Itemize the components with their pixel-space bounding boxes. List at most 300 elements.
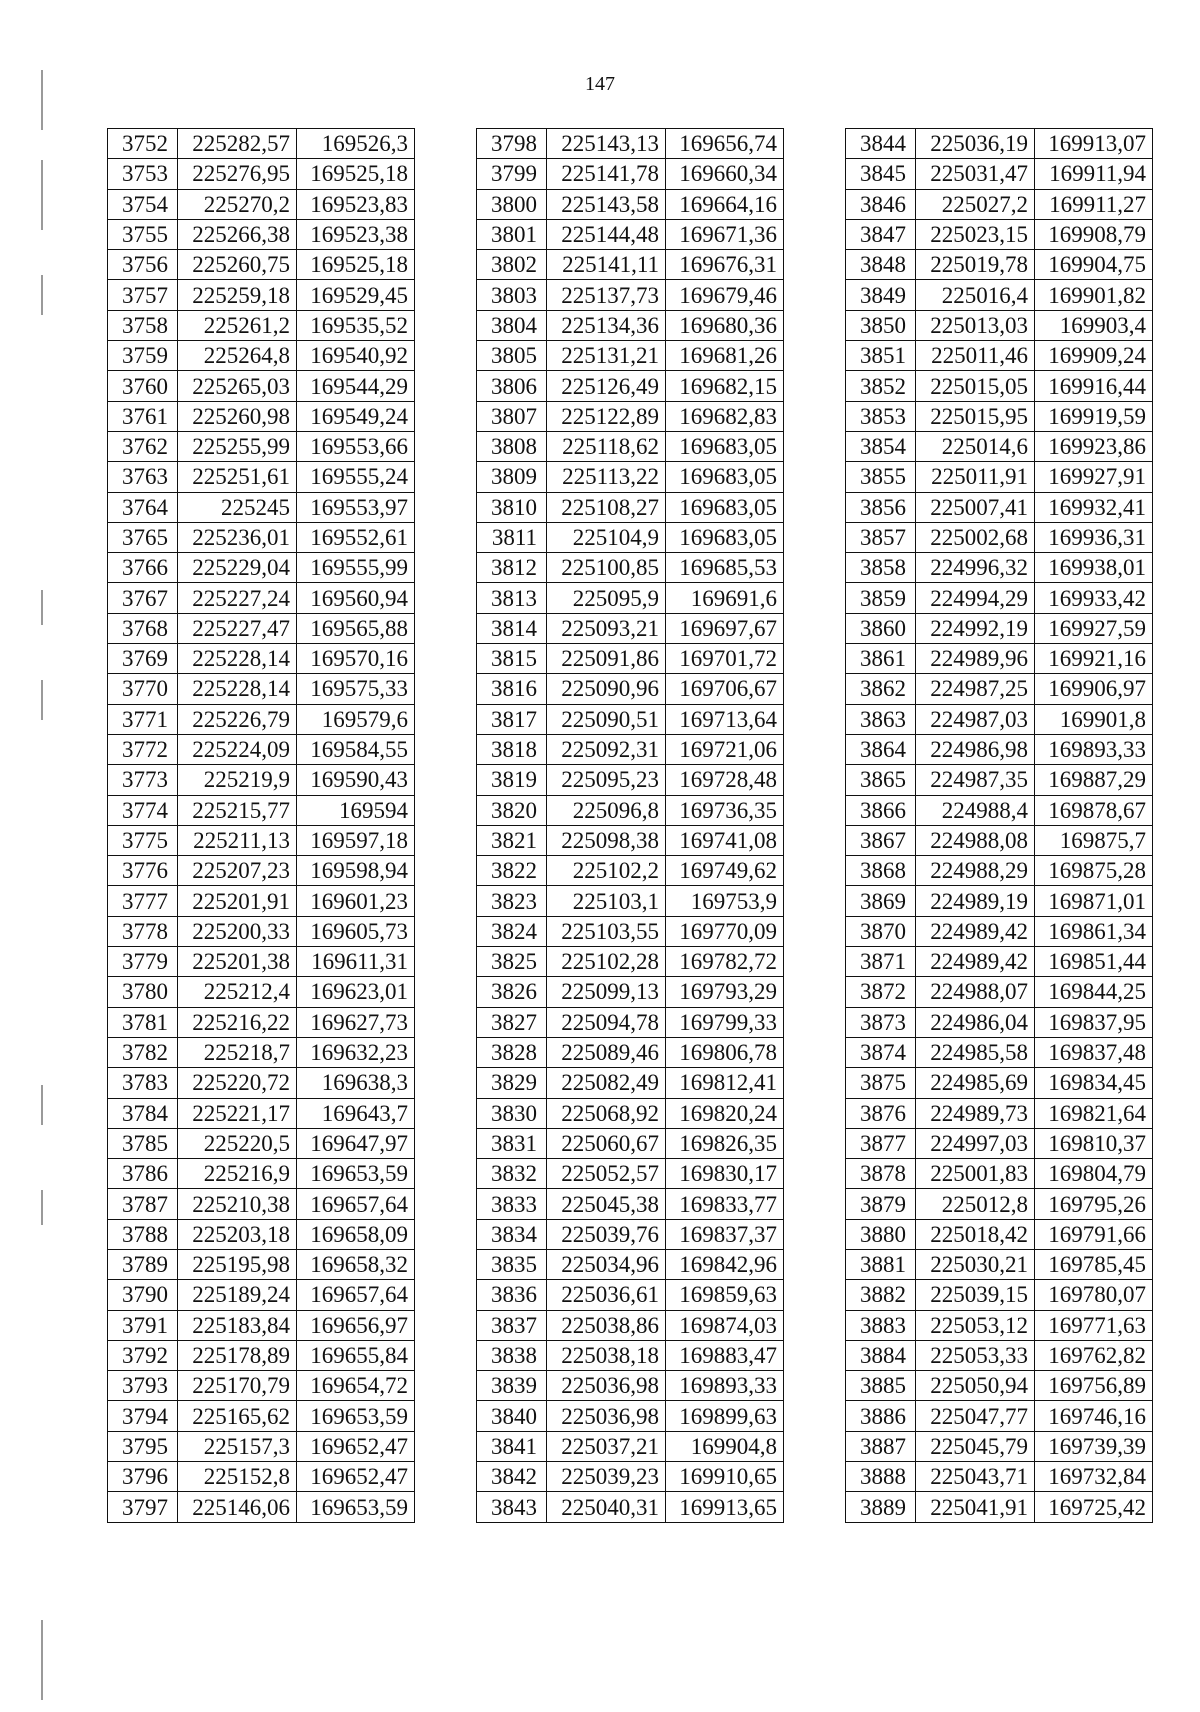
table-row — [846, 1098, 1153, 1128]
point-number-cell: 3780 — [108, 977, 178, 1007]
point-number-cell: 3831 — [477, 1128, 547, 1158]
x-coordinate-cell: 225091,86 — [547, 644, 666, 674]
y-coordinate-cell: 169875,28 — [1035, 856, 1153, 886]
x-coordinate-cell: 225260,98 — [178, 401, 297, 431]
x-coordinate-cell: 225098,38 — [547, 825, 666, 855]
y-coordinate-cell: 169893,33 — [1035, 734, 1153, 764]
table-row — [108, 1371, 415, 1401]
y-coordinate-cell: 169627,73 — [297, 1007, 415, 1037]
y-coordinate-cell: 169638,3 — [297, 1068, 415, 1098]
x-coordinate-cell: 225189,24 — [178, 1280, 297, 1310]
x-coordinate-cell: 225030,21 — [916, 1249, 1035, 1279]
table-row — [477, 1037, 784, 1067]
table-row — [108, 916, 415, 946]
x-coordinate-cell: 225095,23 — [547, 765, 666, 795]
x-coordinate-cell: 225201,91 — [178, 886, 297, 916]
x-coordinate-cell: 225104,9 — [547, 522, 666, 552]
table-row — [108, 371, 415, 401]
table-row — [108, 1249, 415, 1279]
point-number-cell: 3768 — [108, 613, 178, 643]
x-coordinate-cell: 224986,98 — [916, 734, 1035, 764]
x-coordinate-cell: 225245 — [178, 492, 297, 522]
table-row — [846, 1401, 1153, 1431]
coordinate-table-2 — [476, 128, 784, 1523]
point-number-cell: 3829 — [477, 1068, 547, 1098]
point-number-cell: 3796 — [108, 1462, 178, 1492]
point-number-cell: 3766 — [108, 553, 178, 583]
table-row — [846, 250, 1153, 280]
x-coordinate-cell: 225039,76 — [547, 1219, 666, 1249]
y-coordinate-cell: 169795,26 — [1035, 1189, 1153, 1219]
x-coordinate-cell: 225270,2 — [178, 189, 297, 219]
table-row — [846, 1007, 1153, 1037]
x-coordinate-cell: 225282,57 — [178, 129, 297, 159]
point-number-cell: 3787 — [108, 1189, 178, 1219]
table-row — [477, 765, 784, 795]
y-coordinate-cell: 169837,37 — [666, 1219, 784, 1249]
y-coordinate-cell: 169560,94 — [297, 583, 415, 613]
point-number-cell: 3863 — [846, 704, 916, 734]
x-coordinate-cell: 225034,96 — [547, 1249, 666, 1279]
x-coordinate-cell: 225219,9 — [178, 765, 297, 795]
x-coordinate-cell: 225220,72 — [178, 1068, 297, 1098]
point-number-cell: 3757 — [108, 280, 178, 310]
table-row — [846, 765, 1153, 795]
y-coordinate-cell: 169565,88 — [297, 613, 415, 643]
y-coordinate-cell: 169682,15 — [666, 371, 784, 401]
table-row — [846, 371, 1153, 401]
x-coordinate-cell: 225229,04 — [178, 553, 297, 583]
point-number-cell: 3827 — [477, 1007, 547, 1037]
point-number-cell: 3873 — [846, 1007, 916, 1037]
x-coordinate-cell: 225236,01 — [178, 522, 297, 552]
point-number-cell: 3822 — [477, 856, 547, 886]
y-coordinate-cell: 169859,63 — [666, 1280, 784, 1310]
x-coordinate-cell: 225126,49 — [547, 371, 666, 401]
point-number-cell: 3811 — [477, 522, 547, 552]
table-row — [477, 644, 784, 674]
coordinate-table-3 — [845, 128, 1153, 1523]
x-coordinate-cell: 224986,04 — [916, 1007, 1035, 1037]
x-coordinate-cell: 225027,2 — [916, 189, 1035, 219]
table-row — [108, 1310, 415, 1340]
point-number-cell: 3851 — [846, 341, 916, 371]
x-coordinate-cell: 225141,11 — [547, 250, 666, 280]
y-coordinate-cell: 169913,07 — [1035, 129, 1153, 159]
table-row — [477, 1462, 784, 1492]
table-row — [108, 1401, 415, 1431]
point-number-cell: 3835 — [477, 1249, 547, 1279]
x-coordinate-cell: 225227,24 — [178, 583, 297, 613]
y-coordinate-cell: 169653,59 — [297, 1159, 415, 1189]
x-coordinate-cell: 225157,3 — [178, 1431, 297, 1461]
table-row — [108, 1068, 415, 1098]
y-coordinate-cell: 169938,01 — [1035, 553, 1153, 583]
y-coordinate-cell: 169901,82 — [1035, 280, 1153, 310]
y-coordinate-cell: 169916,44 — [1035, 371, 1153, 401]
x-coordinate-cell: 224988,08 — [916, 825, 1035, 855]
table-row — [846, 280, 1153, 310]
table-row — [108, 401, 415, 431]
point-number-cell: 3810 — [477, 492, 547, 522]
table-row — [846, 1068, 1153, 1098]
y-coordinate-cell: 169908,79 — [1035, 219, 1153, 249]
y-coordinate-cell: 169544,29 — [297, 371, 415, 401]
point-number-cell: 3808 — [477, 431, 547, 461]
x-coordinate-cell: 225052,57 — [547, 1159, 666, 1189]
y-coordinate-cell: 169552,61 — [297, 522, 415, 552]
y-coordinate-cell: 169681,26 — [666, 341, 784, 371]
table-row — [846, 1431, 1153, 1461]
x-coordinate-cell: 225036,19 — [916, 129, 1035, 159]
table-row — [108, 613, 415, 643]
table-row — [477, 553, 784, 583]
y-coordinate-cell: 169842,96 — [666, 1249, 784, 1279]
table-row — [477, 341, 784, 371]
x-coordinate-cell: 225134,36 — [547, 310, 666, 340]
table-row — [477, 280, 784, 310]
page-number: 147 — [585, 73, 615, 95]
y-coordinate-cell: 169553,66 — [297, 431, 415, 461]
table-row — [846, 129, 1153, 159]
point-number-cell: 3860 — [846, 613, 916, 643]
y-coordinate-cell: 169913,65 — [666, 1492, 784, 1522]
point-number-cell: 3784 — [108, 1098, 178, 1128]
y-coordinate-cell: 169834,45 — [1035, 1068, 1153, 1098]
y-coordinate-cell: 169660,34 — [666, 159, 784, 189]
x-coordinate-cell: 225131,21 — [547, 341, 666, 371]
x-coordinate-cell: 225039,23 — [547, 1462, 666, 1492]
x-coordinate-cell: 225103,55 — [547, 916, 666, 946]
point-number-cell: 3758 — [108, 310, 178, 340]
y-coordinate-cell: 169655,84 — [297, 1340, 415, 1370]
point-number-cell: 3818 — [477, 734, 547, 764]
point-number-cell: 3775 — [108, 825, 178, 855]
table-row — [846, 401, 1153, 431]
point-number-cell: 3815 — [477, 644, 547, 674]
point-number-cell: 3865 — [846, 765, 916, 795]
x-coordinate-cell: 225011,46 — [916, 341, 1035, 371]
x-coordinate-cell: 225102,2 — [547, 856, 666, 886]
scan-artifact — [41, 1190, 43, 1225]
y-coordinate-cell: 169725,42 — [1035, 1492, 1153, 1522]
table-row — [477, 1401, 784, 1431]
x-coordinate-cell: 225152,8 — [178, 1462, 297, 1492]
point-number-cell: 3825 — [477, 947, 547, 977]
y-coordinate-cell: 169706,67 — [666, 674, 784, 704]
table-row — [108, 583, 415, 613]
y-coordinate-cell: 169523,38 — [297, 219, 415, 249]
x-coordinate-cell: 224985,69 — [916, 1068, 1035, 1098]
point-number-cell: 3809 — [477, 462, 547, 492]
point-number-cell: 3799 — [477, 159, 547, 189]
x-coordinate-cell: 225068,92 — [547, 1098, 666, 1128]
x-coordinate-cell: 225118,62 — [547, 431, 666, 461]
point-number-cell: 3845 — [846, 159, 916, 189]
x-coordinate-cell: 225211,13 — [178, 825, 297, 855]
x-coordinate-cell: 225031,47 — [916, 159, 1035, 189]
point-number-cell: 3834 — [477, 1219, 547, 1249]
y-coordinate-cell: 169664,16 — [666, 189, 784, 219]
table-row — [846, 1340, 1153, 1370]
y-coordinate-cell: 169927,91 — [1035, 462, 1153, 492]
y-coordinate-cell: 169878,67 — [1035, 795, 1153, 825]
y-coordinate-cell: 169782,72 — [666, 947, 784, 977]
y-coordinate-cell: 169525,18 — [297, 250, 415, 280]
table-row — [108, 1189, 415, 1219]
table-row — [846, 674, 1153, 704]
table-row — [477, 1310, 784, 1340]
coordinate-table-1 — [107, 128, 415, 1523]
table-row — [108, 310, 415, 340]
y-coordinate-cell: 169927,59 — [1035, 613, 1153, 643]
y-coordinate-cell: 169933,42 — [1035, 583, 1153, 613]
y-coordinate-cell: 169657,64 — [297, 1280, 415, 1310]
table-row — [477, 825, 784, 855]
x-coordinate-cell: 225015,05 — [916, 371, 1035, 401]
point-number-cell: 3840 — [477, 1401, 547, 1431]
x-coordinate-cell: 225019,78 — [916, 250, 1035, 280]
y-coordinate-cell: 169553,97 — [297, 492, 415, 522]
y-coordinate-cell: 169605,73 — [297, 916, 415, 946]
x-coordinate-cell: 224989,42 — [916, 916, 1035, 946]
x-coordinate-cell: 225201,38 — [178, 947, 297, 977]
point-number-cell: 3793 — [108, 1371, 178, 1401]
point-number-cell: 3821 — [477, 825, 547, 855]
x-coordinate-cell: 225096,8 — [547, 795, 666, 825]
x-coordinate-cell: 225036,61 — [547, 1280, 666, 1310]
point-number-cell: 3812 — [477, 553, 547, 583]
y-coordinate-cell: 169679,46 — [666, 280, 784, 310]
point-number-cell: 3830 — [477, 1098, 547, 1128]
point-number-cell: 3880 — [846, 1219, 916, 1249]
y-coordinate-cell: 169570,16 — [297, 644, 415, 674]
table-row — [108, 129, 415, 159]
y-coordinate-cell: 169683,05 — [666, 522, 784, 552]
table-row — [108, 1462, 415, 1492]
x-coordinate-cell: 225212,4 — [178, 977, 297, 1007]
y-coordinate-cell: 169535,52 — [297, 310, 415, 340]
y-coordinate-cell: 169529,45 — [297, 280, 415, 310]
y-coordinate-cell: 169680,36 — [666, 310, 784, 340]
table-row — [108, 553, 415, 583]
table-row — [477, 1189, 784, 1219]
x-coordinate-cell: 224988,4 — [916, 795, 1035, 825]
table-row — [846, 189, 1153, 219]
table-row — [846, 916, 1153, 946]
y-coordinate-cell: 169851,44 — [1035, 947, 1153, 977]
table-row — [108, 341, 415, 371]
point-number-cell: 3869 — [846, 886, 916, 916]
x-coordinate-cell: 225108,27 — [547, 492, 666, 522]
table-row — [108, 1219, 415, 1249]
x-coordinate-cell: 225093,21 — [547, 613, 666, 643]
table-row — [846, 219, 1153, 249]
table-row — [108, 1128, 415, 1158]
table-row — [477, 1340, 784, 1370]
y-coordinate-cell: 169540,92 — [297, 341, 415, 371]
point-number-cell: 3771 — [108, 704, 178, 734]
x-coordinate-cell: 225045,79 — [916, 1431, 1035, 1461]
table-row — [108, 1007, 415, 1037]
point-number-cell: 3878 — [846, 1159, 916, 1189]
table-row — [477, 734, 784, 764]
table-row — [846, 583, 1153, 613]
point-number-cell: 3887 — [846, 1431, 916, 1461]
y-coordinate-cell: 169656,74 — [666, 129, 784, 159]
x-coordinate-cell: 225251,61 — [178, 462, 297, 492]
table-row — [108, 644, 415, 674]
point-number-cell: 3853 — [846, 401, 916, 431]
table-row — [846, 492, 1153, 522]
point-number-cell: 3847 — [846, 219, 916, 249]
x-coordinate-cell: 225255,99 — [178, 431, 297, 461]
table-row — [477, 947, 784, 977]
y-coordinate-cell: 169923,86 — [1035, 431, 1153, 461]
table-row — [108, 1159, 415, 1189]
table-row — [846, 1310, 1153, 1340]
point-number-cell: 3794 — [108, 1401, 178, 1431]
point-number-cell: 3874 — [846, 1037, 916, 1067]
y-coordinate-cell: 169901,8 — [1035, 704, 1153, 734]
x-coordinate-cell: 225143,13 — [547, 129, 666, 159]
table-row — [846, 704, 1153, 734]
y-coordinate-cell: 169523,83 — [297, 189, 415, 219]
y-coordinate-cell: 169804,79 — [1035, 1159, 1153, 1189]
table-row — [108, 492, 415, 522]
scan-artifact — [41, 70, 43, 130]
x-coordinate-cell: 225264,8 — [178, 341, 297, 371]
x-coordinate-cell: 225228,14 — [178, 644, 297, 674]
table-row — [477, 1098, 784, 1128]
x-coordinate-cell: 225165,62 — [178, 1401, 297, 1431]
point-number-cell: 3868 — [846, 856, 916, 886]
table-row — [477, 613, 784, 643]
x-coordinate-cell: 225095,9 — [547, 583, 666, 613]
table-row — [477, 1371, 784, 1401]
y-coordinate-cell: 169701,72 — [666, 644, 784, 674]
y-coordinate-cell: 169713,64 — [666, 704, 784, 734]
x-coordinate-cell: 225015,95 — [916, 401, 1035, 431]
x-coordinate-cell: 225099,13 — [547, 977, 666, 1007]
y-coordinate-cell: 169579,6 — [297, 704, 415, 734]
y-coordinate-cell: 169647,97 — [297, 1128, 415, 1158]
x-coordinate-cell: 225144,48 — [547, 219, 666, 249]
x-coordinate-cell: 225090,51 — [547, 704, 666, 734]
table-row — [108, 159, 415, 189]
x-coordinate-cell: 225220,5 — [178, 1128, 297, 1158]
point-number-cell: 3772 — [108, 734, 178, 764]
x-coordinate-cell: 224987,35 — [916, 765, 1035, 795]
x-coordinate-cell: 225038,86 — [547, 1310, 666, 1340]
x-coordinate-cell: 225103,1 — [547, 886, 666, 916]
y-coordinate-cell: 169921,16 — [1035, 644, 1153, 674]
x-coordinate-cell: 225043,71 — [916, 1462, 1035, 1492]
x-coordinate-cell: 225266,38 — [178, 219, 297, 249]
table-row — [108, 1340, 415, 1370]
table-row — [108, 734, 415, 764]
point-number-cell: 3875 — [846, 1068, 916, 1098]
table-row — [846, 795, 1153, 825]
x-coordinate-cell: 225218,7 — [178, 1037, 297, 1067]
y-coordinate-cell: 169871,01 — [1035, 886, 1153, 916]
x-coordinate-cell: 225226,79 — [178, 704, 297, 734]
y-coordinate-cell: 169739,39 — [1035, 1431, 1153, 1461]
x-coordinate-cell: 225203,18 — [178, 1219, 297, 1249]
x-coordinate-cell: 225143,58 — [547, 189, 666, 219]
y-coordinate-cell: 169597,18 — [297, 825, 415, 855]
point-number-cell: 3754 — [108, 189, 178, 219]
x-coordinate-cell: 225224,09 — [178, 734, 297, 764]
x-coordinate-cell: 225094,78 — [547, 1007, 666, 1037]
point-number-cell: 3870 — [846, 916, 916, 946]
point-number-cell: 3824 — [477, 916, 547, 946]
table-row — [846, 522, 1153, 552]
table-row — [108, 1280, 415, 1310]
y-coordinate-cell: 169837,48 — [1035, 1037, 1153, 1067]
x-coordinate-cell: 224987,25 — [916, 674, 1035, 704]
point-number-cell: 3879 — [846, 1189, 916, 1219]
point-number-cell: 3855 — [846, 462, 916, 492]
table-row — [477, 1249, 784, 1279]
table-row — [477, 1128, 784, 1158]
y-coordinate-cell: 169746,16 — [1035, 1401, 1153, 1431]
table-row — [477, 886, 784, 916]
y-coordinate-cell: 169771,63 — [1035, 1310, 1153, 1340]
x-coordinate-cell: 224988,29 — [916, 856, 1035, 886]
table-row — [846, 1128, 1153, 1158]
x-coordinate-cell: 225050,94 — [916, 1371, 1035, 1401]
point-number-cell: 3876 — [846, 1098, 916, 1128]
y-coordinate-cell: 169682,83 — [666, 401, 784, 431]
y-coordinate-cell: 169728,48 — [666, 765, 784, 795]
x-coordinate-cell: 225216,9 — [178, 1159, 297, 1189]
x-coordinate-cell: 225007,41 — [916, 492, 1035, 522]
point-number-cell: 3852 — [846, 371, 916, 401]
point-number-cell: 3755 — [108, 219, 178, 249]
table-row — [108, 280, 415, 310]
x-coordinate-cell: 224989,19 — [916, 886, 1035, 916]
point-number-cell: 3866 — [846, 795, 916, 825]
table-row — [477, 795, 784, 825]
x-coordinate-cell: 225141,78 — [547, 159, 666, 189]
x-coordinate-cell: 225276,95 — [178, 159, 297, 189]
x-coordinate-cell: 225001,83 — [916, 1159, 1035, 1189]
point-number-cell: 3884 — [846, 1340, 916, 1370]
table-row — [477, 1219, 784, 1249]
table-row — [846, 947, 1153, 977]
y-coordinate-cell: 169893,33 — [666, 1371, 784, 1401]
table-row — [477, 1492, 784, 1522]
table-row — [477, 219, 784, 249]
y-coordinate-cell: 169810,37 — [1035, 1128, 1153, 1158]
x-coordinate-cell: 225265,03 — [178, 371, 297, 401]
x-coordinate-cell: 225040,31 — [547, 1492, 666, 1522]
y-coordinate-cell: 169753,9 — [666, 886, 784, 916]
y-coordinate-cell: 169632,23 — [297, 1037, 415, 1067]
y-coordinate-cell: 169555,24 — [297, 462, 415, 492]
table-row — [108, 1037, 415, 1067]
table-row — [477, 159, 784, 189]
point-number-cell: 3871 — [846, 947, 916, 977]
point-number-cell: 3798 — [477, 129, 547, 159]
x-coordinate-cell: 225195,98 — [178, 1249, 297, 1279]
table-row — [846, 341, 1153, 371]
point-number-cell: 3820 — [477, 795, 547, 825]
y-coordinate-cell: 169899,63 — [666, 1401, 784, 1431]
y-coordinate-cell: 169653,59 — [297, 1401, 415, 1431]
y-coordinate-cell: 169732,84 — [1035, 1462, 1153, 1492]
